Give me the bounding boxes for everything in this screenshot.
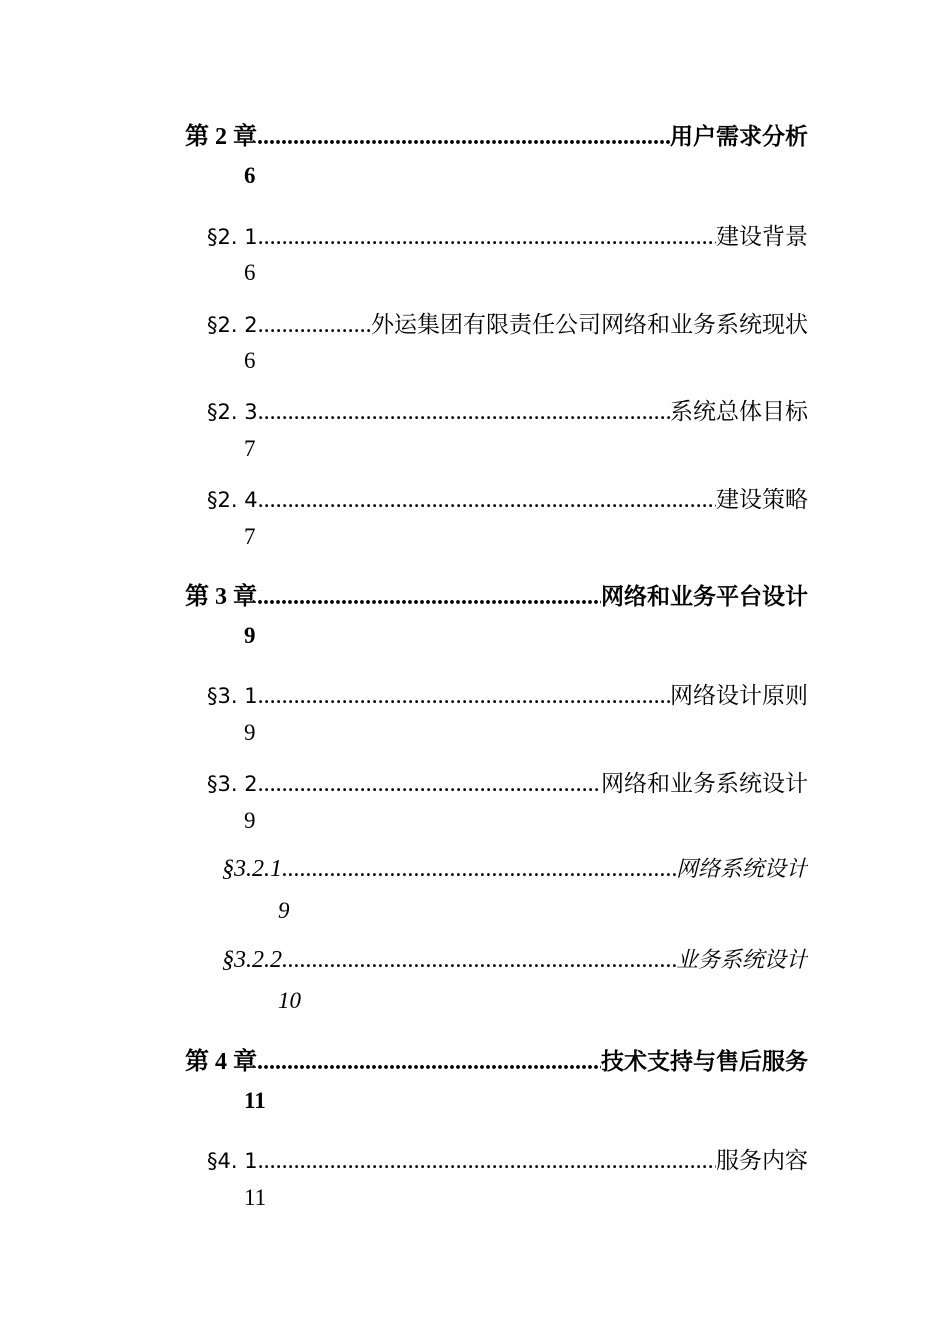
dot-leader	[257, 584, 601, 611]
toc-page-number: 9	[278, 898, 290, 923]
dot-leader	[282, 947, 676, 974]
dot-leader	[258, 1148, 716, 1175]
toc-entry-title: 网络设计原则	[670, 683, 808, 709]
toc-entry-number: §2. 3	[207, 400, 258, 424]
toc-entry-number: 第 2 章	[185, 124, 257, 150]
toc-entry-section-3-2-1[interactable]	[222, 852, 808, 883]
dot-leader	[257, 1049, 601, 1076]
toc-entry-chapter-3[interactable]	[185, 576, 808, 611]
toc-entry-title: 建设策略	[716, 487, 808, 513]
dot-leader	[282, 856, 676, 883]
toc-page-number: 6	[244, 260, 256, 285]
toc-entry-number: §2. 4	[207, 488, 258, 512]
toc-page-number: 9	[244, 720, 256, 745]
toc-entry-section-3-2-2[interactable]	[222, 943, 808, 974]
toc-entry-title: 业务系统设计	[675, 948, 808, 973]
toc-page-number: 6	[244, 348, 256, 373]
dot-leader	[258, 487, 716, 514]
toc-entry-section-4-1[interactable]	[207, 1142, 808, 1175]
toc-page-number: 11	[244, 1088, 266, 1113]
toc-entry-chapter-2[interactable]	[185, 116, 808, 151]
toc-page-number: 7	[244, 436, 256, 461]
toc-entry-number: §3.2.1	[222, 856, 282, 882]
toc-entry-title: 网络和业务平台设计	[601, 584, 808, 610]
toc-entry-number: 第 3 章	[185, 584, 257, 610]
toc-entry-number: 第 4 章	[185, 1049, 257, 1075]
dot-leader	[258, 683, 670, 710]
dot-leader	[258, 771, 601, 798]
toc-page-number: 9	[244, 808, 256, 833]
toc-entry-number: §2. 2	[207, 313, 258, 337]
toc-entry-title: 外运集团有限责任公司网络和业务系统现状	[371, 312, 808, 338]
dot-leader	[258, 312, 371, 339]
toc-entry-number: §2. 1	[207, 225, 258, 249]
toc-entry-section-2-3[interactable]	[207, 393, 808, 426]
toc-entry-section-2-1[interactable]	[207, 218, 808, 251]
dot-leader	[258, 399, 670, 426]
toc-entry-title: 建设背景	[716, 224, 808, 250]
dot-leader	[258, 224, 716, 251]
toc-entry-title: 服务内容	[716, 1148, 808, 1174]
toc-page-number: 9	[244, 623, 256, 648]
toc-entry-title: 网络和业务系统设计	[601, 771, 808, 797]
toc-entry-number: §3. 1	[207, 684, 258, 708]
toc-entry-section-2-2[interactable]	[207, 306, 808, 339]
toc-entry-number: §3.2.2	[222, 947, 282, 973]
toc-entry-title: 网络系统设计	[675, 857, 808, 882]
toc-entry-section-3-2[interactable]	[207, 765, 808, 798]
toc-page-number: 7	[244, 524, 256, 549]
toc-entry-number: §4. 1	[207, 1149, 258, 1173]
toc-entry-section-2-4[interactable]	[207, 481, 808, 514]
toc-entry-section-3-1[interactable]	[207, 677, 808, 710]
toc-page-number: 10	[278, 988, 301, 1013]
toc-page-number: 6	[244, 163, 256, 188]
toc-entry-chapter-4[interactable]	[185, 1041, 808, 1076]
toc-page-number: 11	[244, 1185, 267, 1210]
toc-entry-title: 系统总体目标	[670, 399, 808, 425]
toc-entry-title: 用户需求分析	[670, 124, 808, 150]
toc-entry-title: 技术支持与售后服务	[601, 1049, 808, 1075]
dot-leader	[257, 124, 670, 151]
toc-entry-number: §3. 2	[207, 772, 258, 796]
